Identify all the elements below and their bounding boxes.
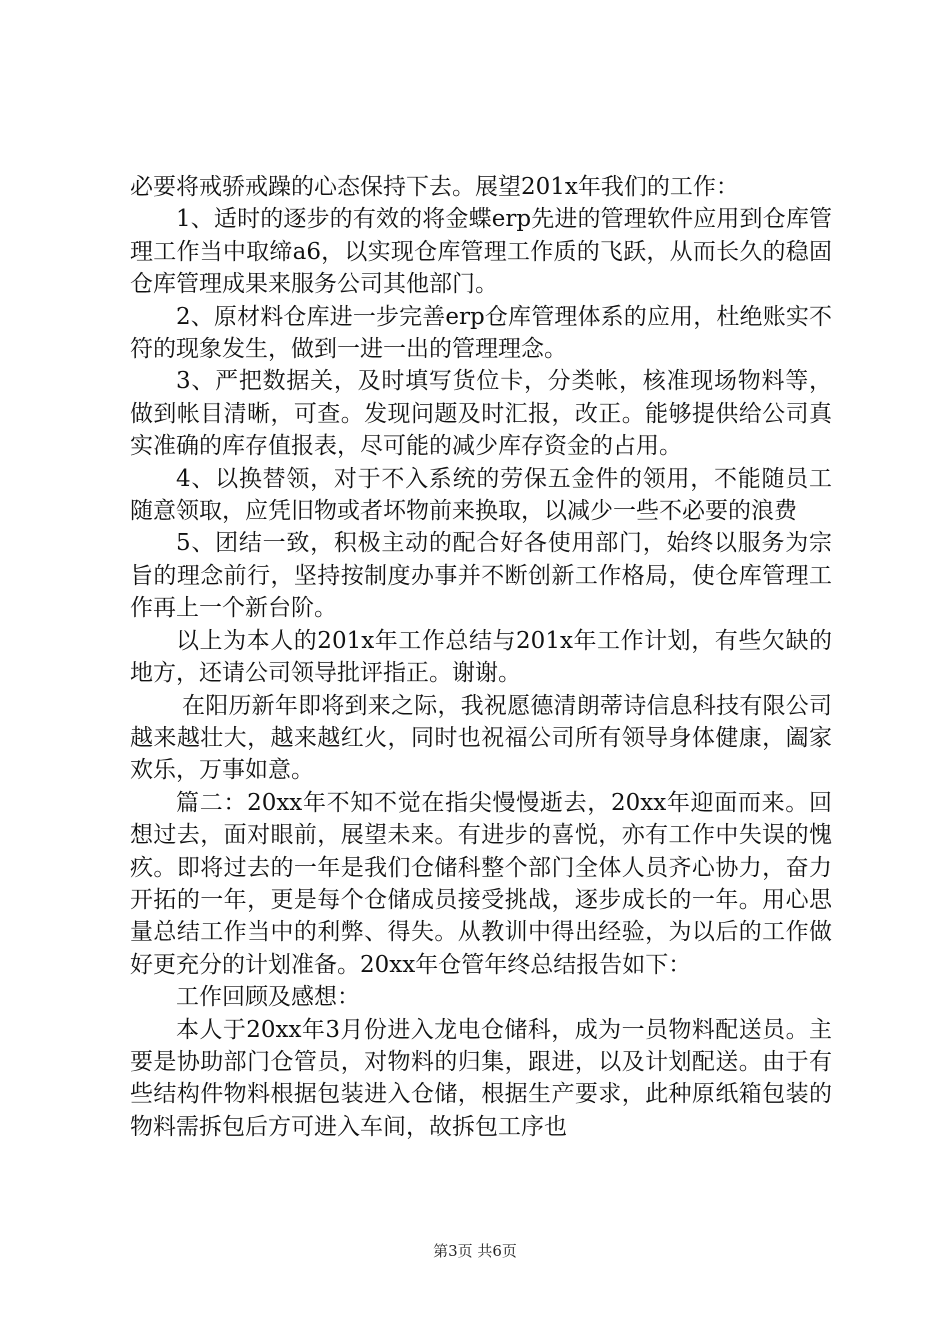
paragraph-item-5: 5、团结一致，积极主动的配合好各使用部门，始终以服务为宗旨的理念前行，坚持按制度办事并不断创新工作格局，使仓库管理工作再上一个新台阶。 bbox=[130, 530, 832, 622]
paragraph-item-2: 2、原材料仓库进一步完善erp仓库管理体系的应用，杜绝账实不符的现象发生，做到一进一出的管理理念。 bbox=[130, 303, 832, 363]
paragraph-item-3: 3、严把数据关，及时填写货位卡，分类帐，核准现场物料等，做到帐目清晰，可查。发现问题及时汇报，改正。能够提供给公司真实准确的库存值报表，尽可能的减少库存资金的占用。 bbox=[130, 368, 832, 460]
paragraph-work-review-heading: 工作回顾及感想： bbox=[176, 984, 360, 1011]
page-footer: 第3页 共6页 bbox=[433, 1242, 517, 1260]
paragraph-item-4: 4、以换替领，对于不入系统的劳保五金件的领用，不能随员工随意领取，应凭旧物或者坏物前来换取，以减少一些不必要的浪费 bbox=[130, 465, 832, 525]
paragraph-new-year-wishes: 在阳历新年即将到来之际，我祝愿德清朗蒂诗信息科技有限公司越来越壮大，越来越红火，同时也祝福公司所有领导身体健康，阖家欢乐，万事如意。 bbox=[130, 692, 832, 784]
paragraph-summary: 以上为本人的201x年工作总结与201x年工作计划，有些欠缺的地方，还请公司领导批评指正。谢谢。 bbox=[130, 627, 832, 687]
paragraph-intro: 必要将戒骄戒躁的心态保持下去。展望201x年我们的工作： bbox=[130, 174, 739, 200]
paragraph-work-review: 本人于20xx年3月份进入龙电仓储科，成为一员物料配送员。主要是协助部门仓管员，对物料的归集，跟进，以及计划配送。由于有些结构件物料根据包装进入仓储，根据生产要求，此种原纸箱包装的物料需拆包后方可进入车间，故拆包工序也 bbox=[130, 1016, 832, 1140]
paragraph-part-two: 篇二：20xx年不知不觉在指尖慢慢逝去，20xx年迎面而来。回想过去，面对眼前，展望未来。有进步的喜悦，亦有工作中失误的愧疚。即将过去的一年是我们仓储科整个部门全体人员齐心协力，奋力开拓的一年，更是每个仓储成员接受挑战，逐步成长的一年。用心思量总结工作当中的利弊、得失。从教训中得出经验，为以后的工作做好更充分的计划准备。20xx年仓管年终总结报告如下： bbox=[130, 789, 832, 978]
paragraph-item-1: 1、适时的逐步的有效的将金蝶erp先进的管理软件应用到仓库管理工作当中取缔a6，以实现仓库管理工作质的飞跃，从而长久的稳固仓库管理成果来服务公司其他部门。 bbox=[130, 206, 832, 298]
document-body bbox=[130, 171, 832, 1143]
